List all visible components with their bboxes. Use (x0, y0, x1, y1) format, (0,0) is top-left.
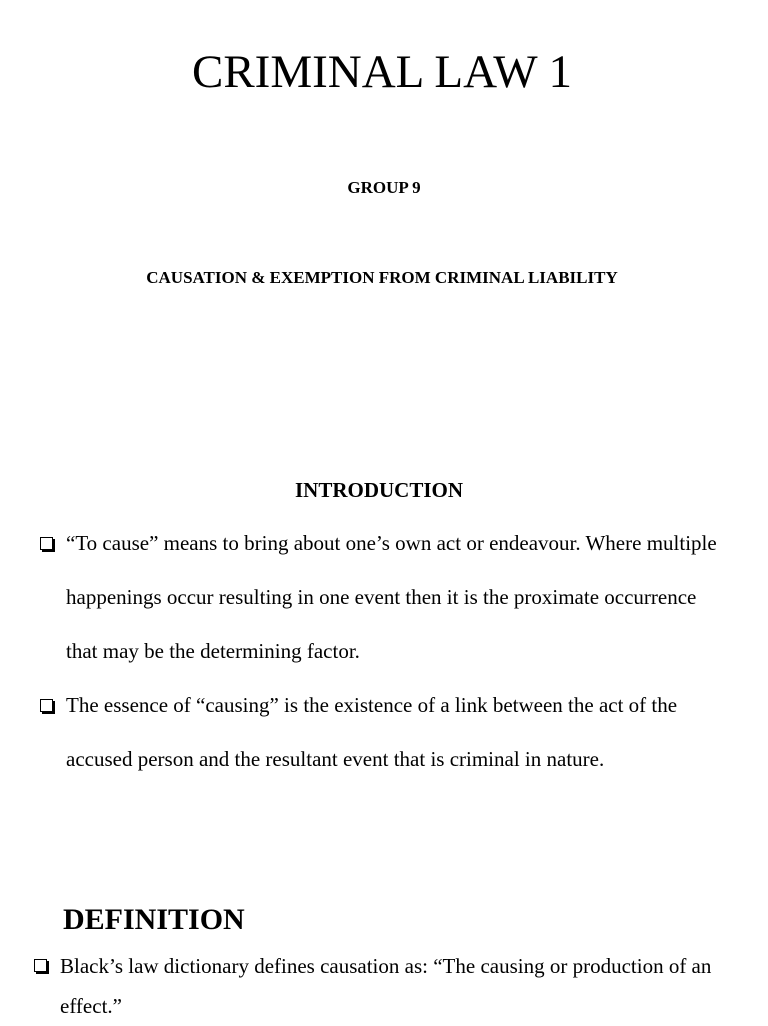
definition-list (32, 946, 742, 1026)
definition-heading: DEFINITION (63, 903, 245, 936)
checkbox-bullet-icon (34, 959, 47, 972)
list-item-text: The essence of “causing” is the existence of a link between the act of the accused person and the resultant event that is criminal in nature. (66, 693, 678, 771)
list-item-text: “To cause” means to bring about one’s own act or endeavour. Where multiple happenings occur resulting in one event then it is the proximate occurrence that may be the determining factor. (66, 531, 717, 663)
list-item (32, 946, 742, 1026)
document-title: CRIMINAL LAW 1 (191, 46, 573, 98)
checkbox-bullet-icon (40, 537, 53, 550)
document-subject: CAUSATION & EXEMPTION FROM CRIMINAL LIABILITY (146, 268, 618, 287)
group-label: GROUP 9 (347, 178, 421, 197)
introduction-heading: INTRODUCTION (294, 478, 464, 502)
list-item (38, 678, 728, 786)
list-item-text: Black’s law dictionary defines causation as: “The causing or production of an effect.” (60, 954, 712, 1018)
checkbox-bullet-icon (40, 699, 53, 712)
introduction-list (38, 516, 728, 786)
list-item (38, 516, 728, 678)
